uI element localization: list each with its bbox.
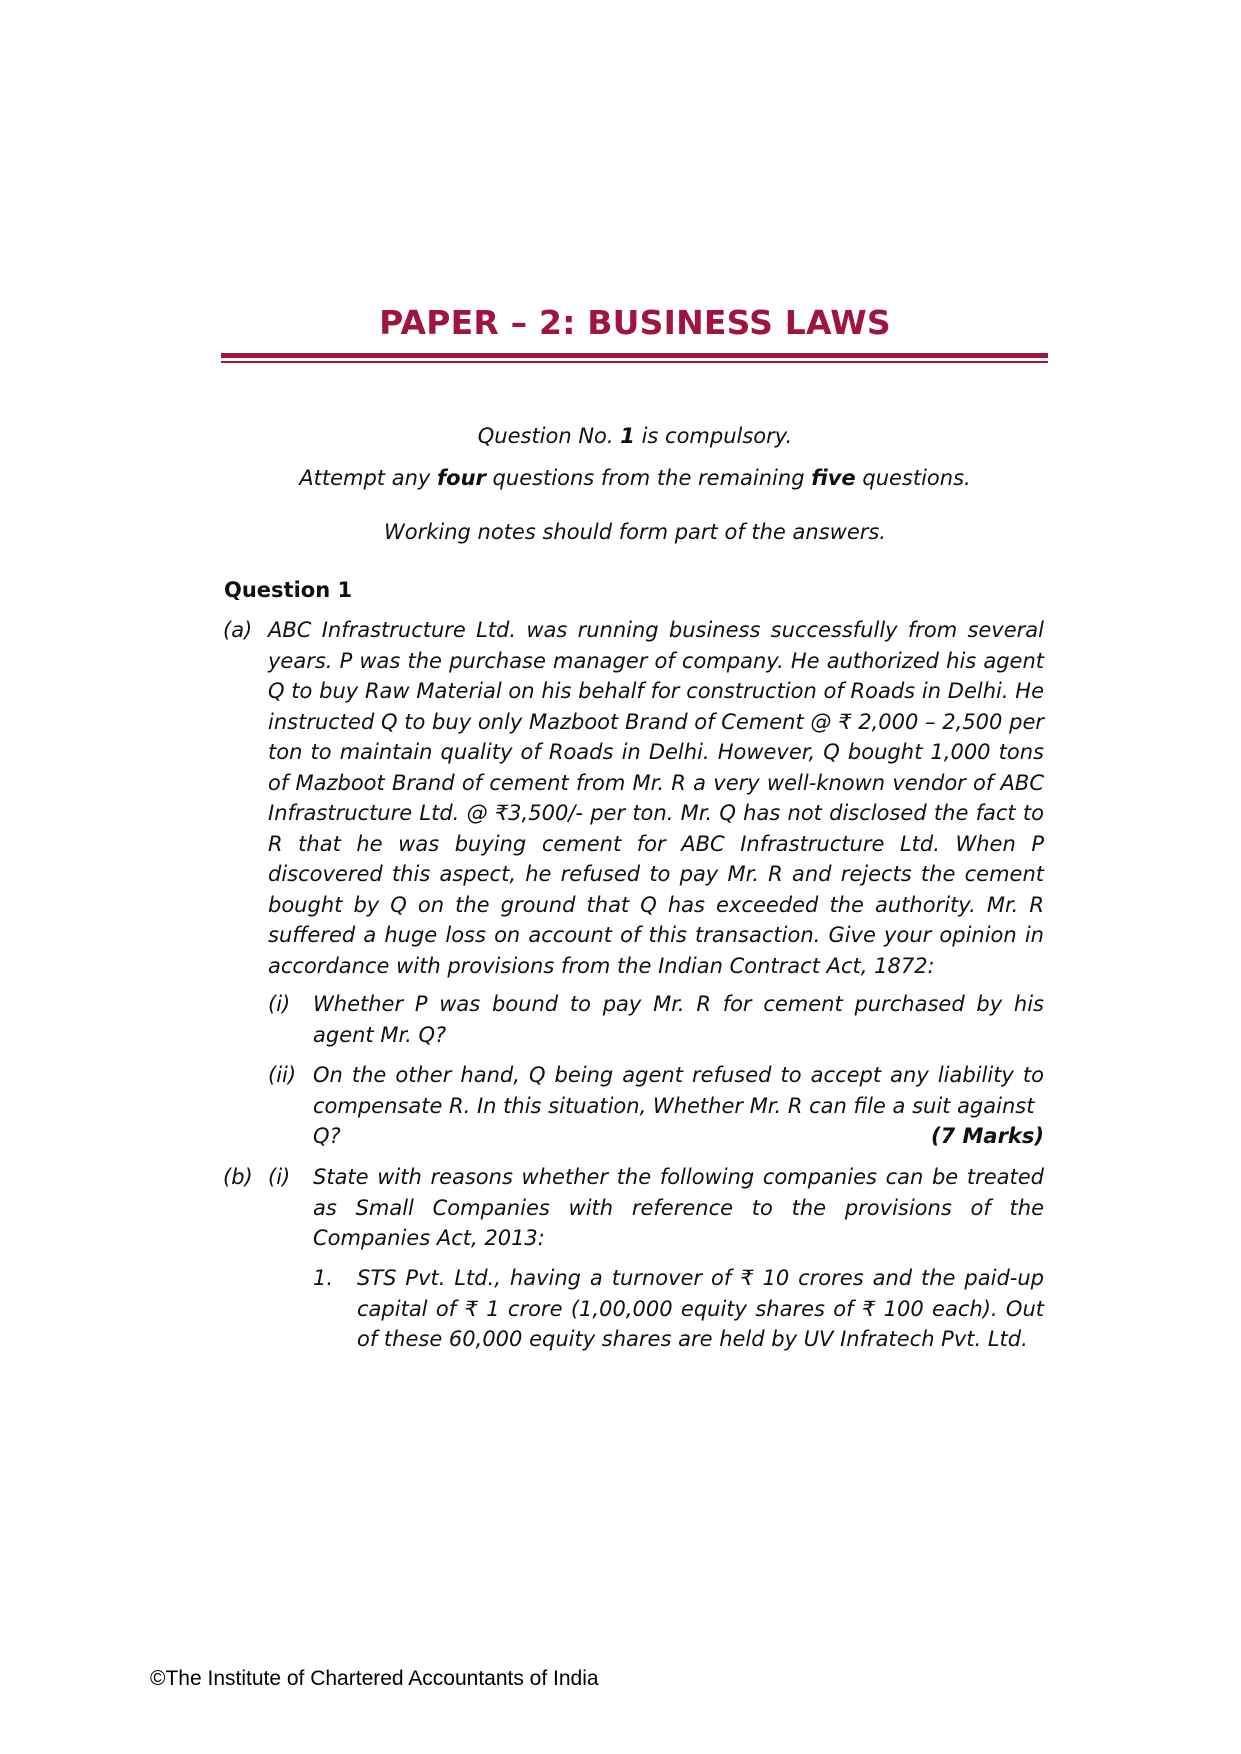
instruction-compulsory: Question No. 1 is compulsory. xyxy=(477,424,793,448)
part-a-sub-i-text: Whether P was bound to pay Mr. R for cement purchased by his agent Mr. Q? xyxy=(313,992,1044,1047)
page-title: PAPER – 2: BUSINESS LAWS xyxy=(379,303,891,342)
part-a-sub-ii-last-word: Q? xyxy=(313,1124,341,1148)
title-underline-thin xyxy=(221,361,1048,363)
instruction-working-notes: Working notes should form part of the answers. xyxy=(383,520,886,544)
part-b-sub-i-text: State with reasons whether the following companies can be treated as Small Companies with reference to the provisions of the Companies Act, 2013: xyxy=(313,1165,1044,1250)
part-b-item-1-label: 1. xyxy=(313,1266,334,1290)
question-heading: Question 1 xyxy=(224,578,353,602)
part-b-label: (b) xyxy=(223,1165,253,1189)
title-underline-thick xyxy=(221,353,1048,358)
part-a-sub-ii-label: (ii) xyxy=(268,1063,297,1087)
instruction-attempt: Attempt any four questions from the remaining five questions. xyxy=(299,466,971,490)
part-a-sub-ii-last-line xyxy=(313,1121,1044,1152)
part-a-sub-i-label: (i) xyxy=(268,992,291,1016)
part-b-sub-i-label: (i) xyxy=(268,1165,291,1189)
marks-label: (7 Marks) xyxy=(930,1124,1044,1148)
part-a-text: ABC Infrastructure Ltd. was running business successfully from several years. P was the purchase manager of company. He authorized his agent Q to buy Raw Material on his behalf for construction of Roads in Delhi. He instructed Q to buy only Mazboot Brand of Cement @ ₹ 2,000 – 2,500 per ton to maintain quality of Roads in Delhi. However, Q bought 1,000 tons of Mazboot Brand of cement from Mr. R a very well-known vendor of ABC Infrastructure Ltd. @ ₹3,500/- per ton. Mr. Q has not disclosed the fact to R that he was buying cement for ABC Infrastructure Ltd. When P discovered this aspect, he refused to pay Mr. R and rejects the cement bought by Q on the ground that Q has exceeded the authority. Mr. R suffered a huge loss on account of this transaction. Give your opinion in accordance with provisions from the Indian Contract Act, 1872: xyxy=(268,618,1044,978)
part-b-item-1-text: STS Pvt. Ltd., having a turnover of ₹ 10 crores and the paid-up capital of ₹ 1 crore (1,00,000 equity shares of ₹ 100 each). Out of these 60,000 equity shares are held by UV Infratech Pvt. Ltd. xyxy=(357,1266,1044,1351)
part-a-sub-ii-text: On the other hand, Q being agent refused to accept any liability to compensate R. In this situation, Whether Mr. R can file a suit against xyxy=(313,1063,1044,1118)
footer-copyright: ©The Institute of Chartered Accountants of India xyxy=(150,1667,599,1690)
part-a-label: (a) xyxy=(223,618,253,642)
